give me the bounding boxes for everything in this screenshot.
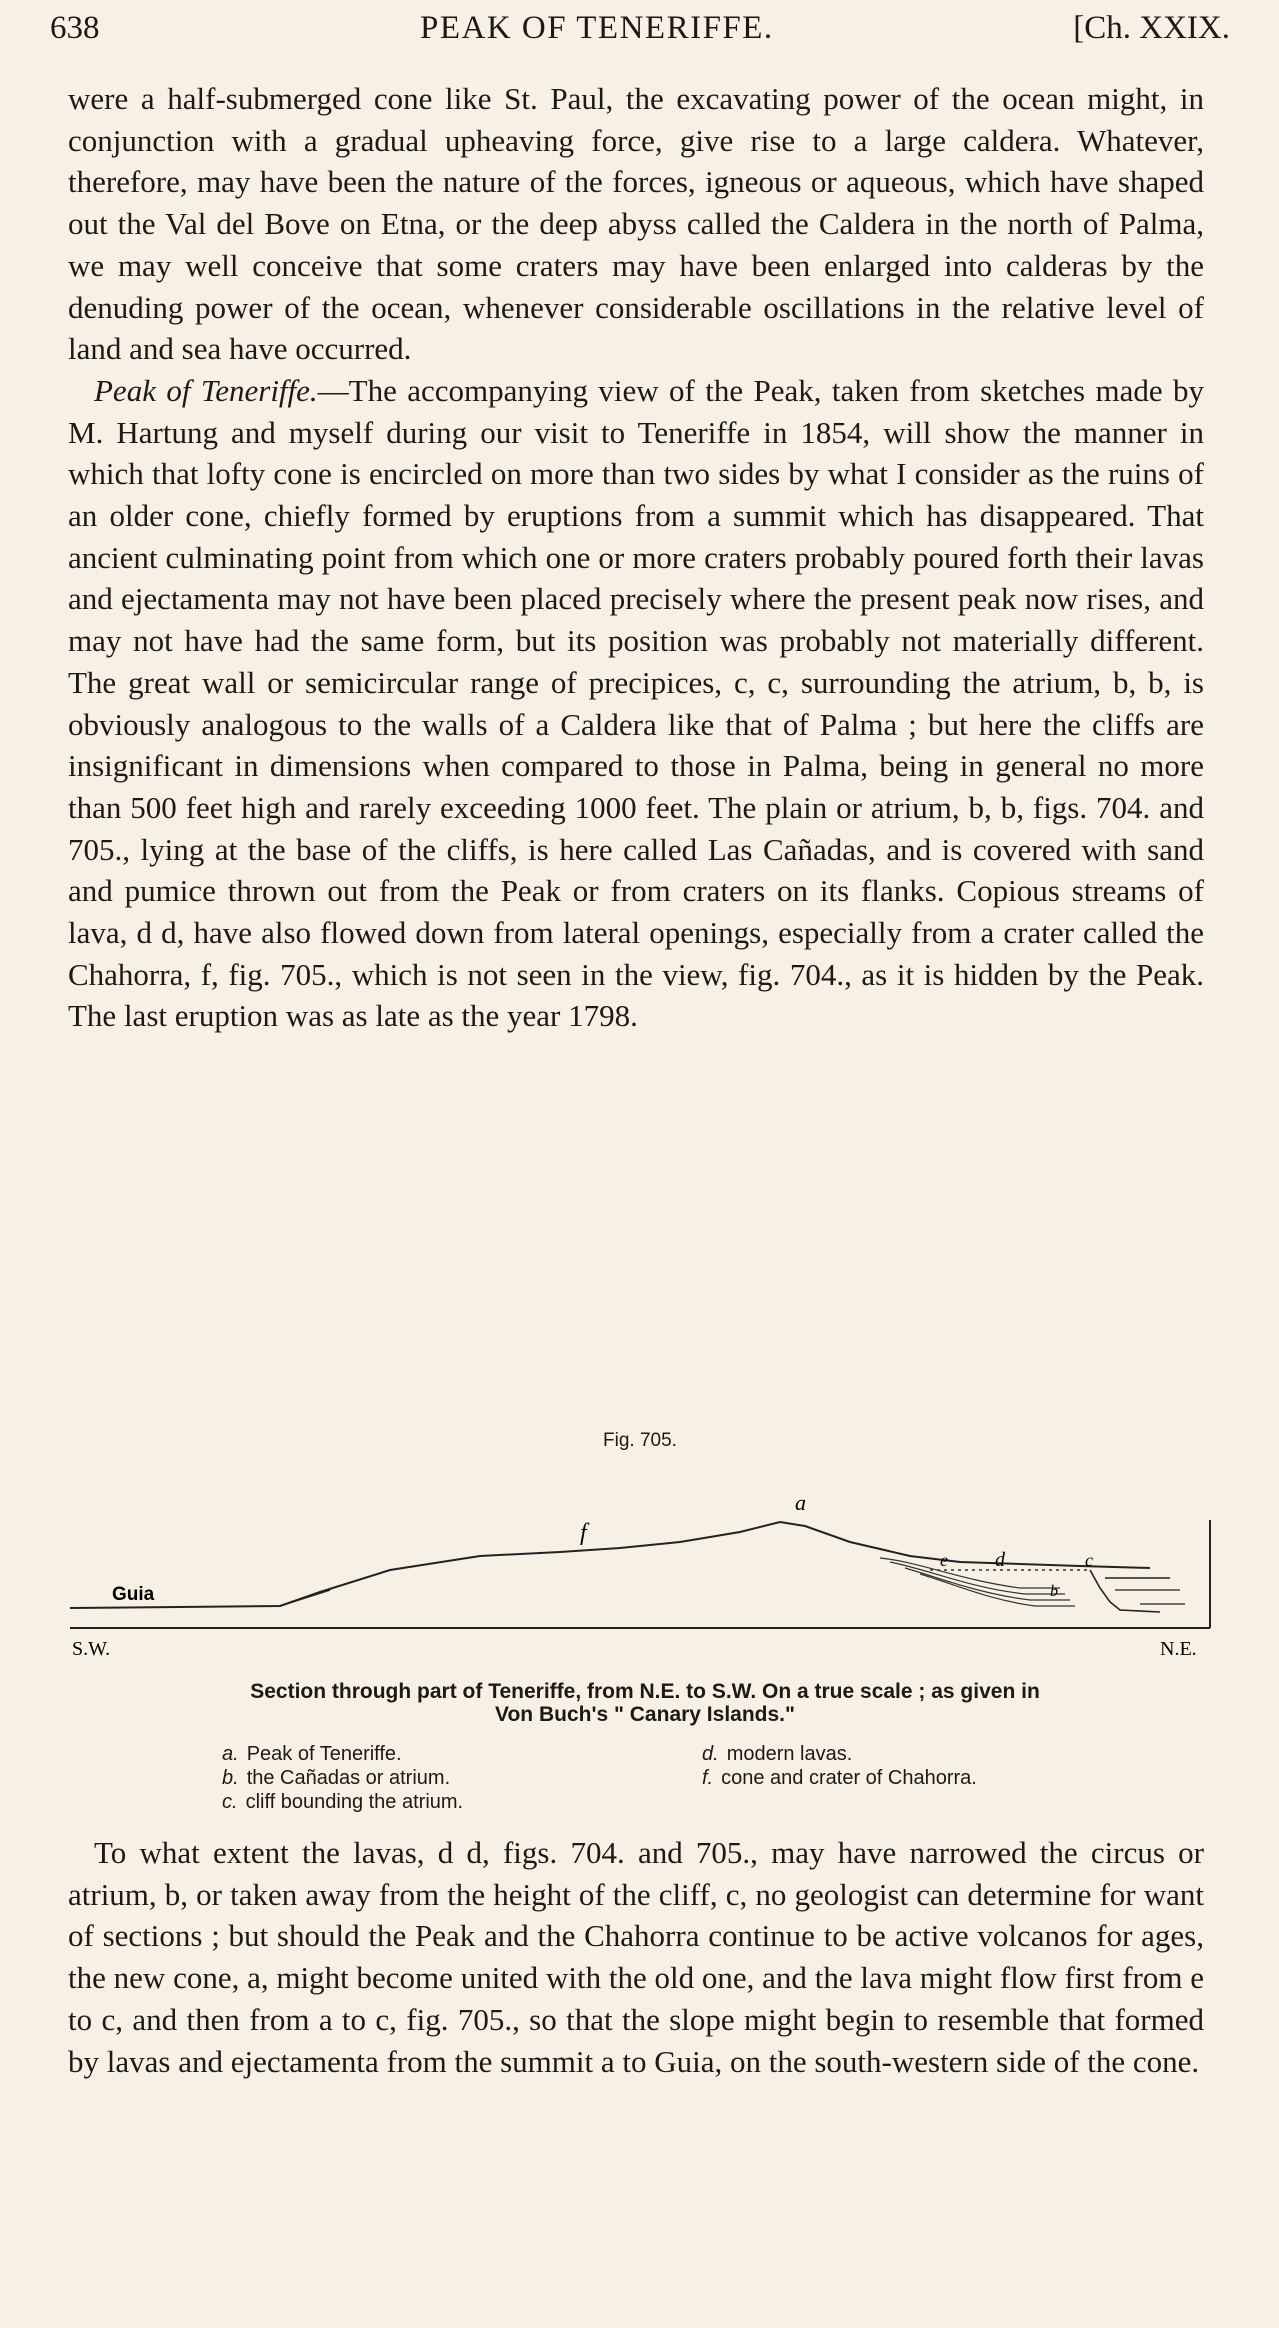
paragraph-2 — [68, 370, 1204, 1037]
cliff-c — [1090, 1570, 1160, 1612]
body-text-top — [68, 78, 1204, 1037]
direction-sw: S.W. — [72, 1638, 111, 1660]
terrain-profile — [70, 1522, 1150, 1608]
body-text-bottom — [68, 1832, 1204, 2082]
paragraph-1: were a half-submerged cone like St. Paul, the excavating power of the ocean might, in conjunction with a gradual upheaving force, give rise to a large caldera. Whatever, therefore, may have been the nature of the forces, igneous or aqueous, which have shaped out the Val del Bove on Etna, or the deep abyss called the Caldera in the north of Palma, we may well conceive that some craters may have been enlarged into calderas by the denuding power of the ocean, whenever considerable oscillations in the relative level of land and sea have occurred. — [68, 81, 1204, 367]
letter-f: f — [580, 1520, 587, 1546]
letter-d: d — [995, 1549, 1005, 1571]
page-number: 638 — [50, 10, 100, 46]
guia-slope — [280, 1590, 330, 1606]
chapter-label: [Ch. XXIX. — [1073, 10, 1230, 46]
running-header — [50, 10, 1230, 60]
figure-caption-line-1: Section through part of Teneriffe, from N.E. to S.W. On a true scale ; as given in — [250, 1680, 1040, 1703]
direction-ne: N.E. — [1160, 1638, 1197, 1660]
figure-label: Fig. 705. — [603, 1430, 677, 1451]
lava-flow-2 — [890, 1562, 1065, 1594]
legend-item-c: c. cliff bounding the atrium. — [222, 1791, 464, 1813]
section-diagram-svg — [60, 1470, 1220, 1670]
figure-section-diagram — [60, 1470, 1220, 1670]
paragraph-2-text: —The accompanying view of the Peak, taken from sketches made by M. Hartung and myself during our visit to Teneriffe in 1854, will show the manner in which that lofty cone is encircled on more than two sides by what I consider as the ruins of an older cone, chiefly formed by eruptions from a summit which has disappeared. That ancient culminating point from which one or more craters probably poured forth their lavas and ejectamenta may not have been placed precisely where the present peak now rises, and may not have had the same form, but its position was probably not materially different. The great wall or semicircular range of precipices, c, c, surrounding the atrium, b, b, is obviously analogous to the walls of a Caldera like that of Palma ; but here the cliffs are insignificant in dimensions when compared to those in Palma, being in general no more than 500 feet high and rarely exceeding 1000 feet. The plain or atrium, b, b, figs. 704. and 705., lying at the base of the cliffs, is here called Las Cañadas, and is covered with sand and pumice thrown out from the Peak or from craters on its flanks. Copious streams of lava, d d, have also flowed down from lateral openings, especially from a crater called the Chahorra, f, fig. 705., which is not seen in the view, fig. 704., as it is hidden by the Peak. The last eruption was as late as the year 1798. — [68, 372, 1204, 1034]
paragraph-2-heading: Peak of Teneriffe. — [94, 372, 318, 408]
letter-a: a — [795, 1490, 806, 1515]
figure-caption-line-2: Von Buch's " Canary Islands." — [495, 1703, 795, 1726]
letter-b: b — [1050, 1583, 1058, 1600]
legend-item-f: f. cone and crater of Chahorra. — [702, 1767, 977, 1789]
legend-item-d: d. modern lavas. — [702, 1743, 853, 1765]
legend-item-a: a. Peak of Teneriffe. — [222, 1743, 402, 1765]
letter-e: e — [940, 1550, 948, 1570]
letter-c: c — [1085, 1550, 1093, 1570]
figure-caption — [100, 1680, 1190, 1726]
legend-item-b: b. the Cañadas or atrium. — [222, 1767, 451, 1789]
running-title: PEAK OF TENERIFFE. — [420, 10, 774, 46]
paragraph-3: To what extent the lavas, d d, figs. 704. and 705., may have narrowed the circus or atrium, b, or taken away from the height of the cliff, c, no geologist can determine for want of sections ; but should the Peak and the Chahorra continue to be active volcanos for ages, the new cone, a, might become united with the old one, and the lava might flow first from e to c, and then from a to c, fig. 705., so that the slope might begin to resemble that formed by lavas and ejectamenta from the summit a to Guia, on the south-western side of the cone. — [68, 1835, 1204, 2079]
guia-label: Guia — [112, 1584, 155, 1605]
